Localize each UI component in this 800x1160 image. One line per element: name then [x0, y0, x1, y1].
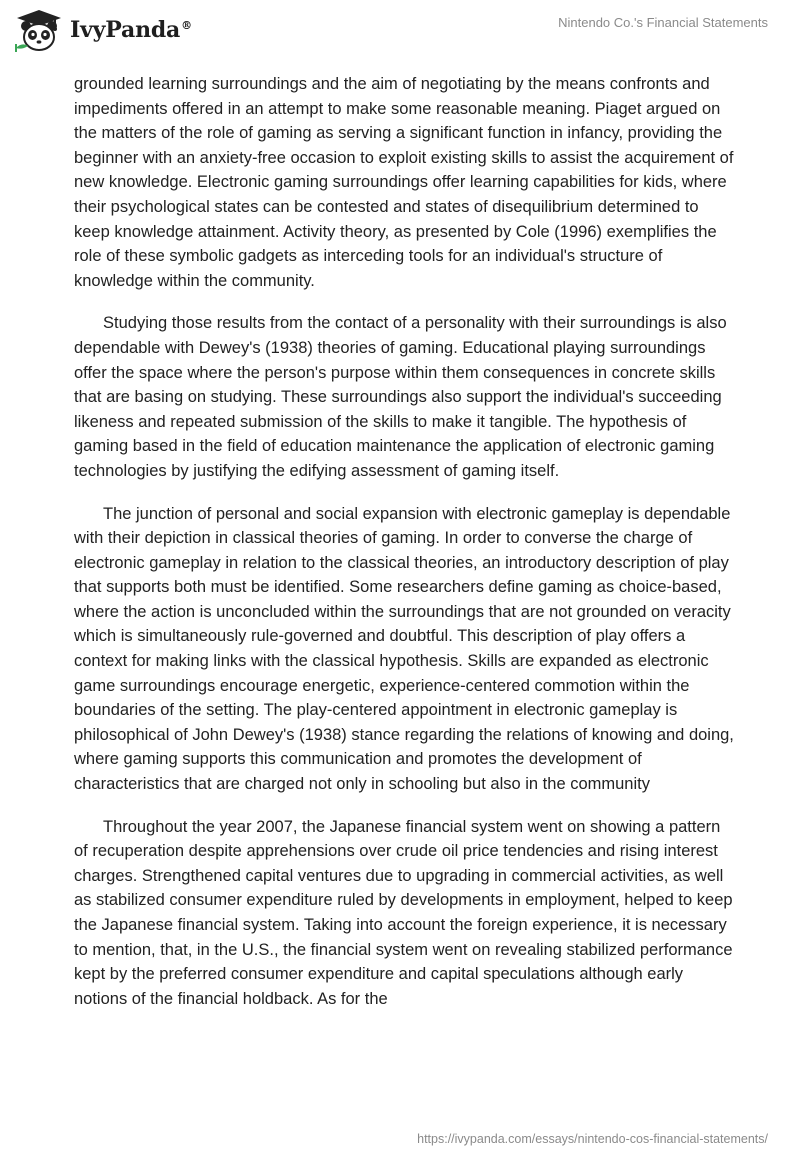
brand-logo[interactable] [14, 8, 192, 52]
source-url[interactable]: https://ivypanda.com/essays/nintendo-cos-financial-statements/ [417, 1132, 768, 1146]
paragraph: Studying those results from the contact of a personality with their surroundings is also dependable with Dewey's (1938) theories of gaming. Educational playing surroundings offer the space where the person's purpose within them consequences in concrete skills that are basing on studying. These surroundings also support the individual's succeeding likeness and repeated submission of the skills to make it tangible. The hypothesis of gaming based in the field of education maintenance the application of electronic gaming technologies by justifying the edifying assessment of gaming itself. [74, 314, 727, 480]
essay-body [74, 72, 734, 1029]
panda-graduate-icon [14, 8, 64, 52]
paragraph: Throughout the year 2007, the Japanese financial system went on showing a pattern of recuperation despite apprehensions over crude oil price tendencies and rising interest charges. Strengthened capital ventures due to upgrading in commercial activities, as well as stabilized consumer expenditure ruled by developments in employment, helped to keep the Japanese financial system. Taking into account the foreign experience, it is necessary to mention, that, in the U.S., the financial system went on revealing stabilized performance kept by the preferred consumer expenditure and capital speculations although early notions of the financial holdback. As for the [74, 817, 733, 1008]
registered-mark: ® [181, 18, 192, 32]
page-header [0, 0, 800, 64]
brand-name: IvyPanda® [70, 17, 192, 43]
paragraph: grounded learning surroundings and the aim of negotiating by the means confronts and impediments offered in an attempt to make some reasonable meaning. Piaget argued on the matters of the role of gaming as serving a significant function in infancy, providing the beginner with an anxiety-free occasion to exploit existing skills to assist the acquirement of new knowledge. Electronic gaming surroundings offer learning capabilities for kids, where their psychological states can be contested and states of disequilibrium determined to keep knowledge attainment. Activity theory, as presented by Cole (1996) exemplifies the role of these symbolic gadgets as interceding tools for an individual's structure of knowledge within the community. [74, 75, 734, 290]
paragraph: The junction of personal and social expansion with electronic gameplay is dependable with their depiction in classical theories of gaming. In order to converse the charge of electronic gameplay in relation to the classical theories, an introductory description of play that supports both must be identified. Some researchers define gaming as choice-based, where the action is unconcluded within the surroundings that are not grounded on veracity which is simultaneously rule-governed and doubtful. This description of play offers a context for making links with the classical hypothesis. Skills are expanded as electronic game surroundings encourage energetic, experience-centered commotion within the boundaries of the setting. The play-centered appointment in electronic gameplay is philosophical of John Dewey's (1938) stance regarding the relations of knowing and doing, where gaming supports this communication and promotes the development of characteristics that are charged not only in schooling but also in the community [74, 504, 734, 794]
document-title: Nintendo Co.'s Financial Statements [558, 15, 768, 30]
